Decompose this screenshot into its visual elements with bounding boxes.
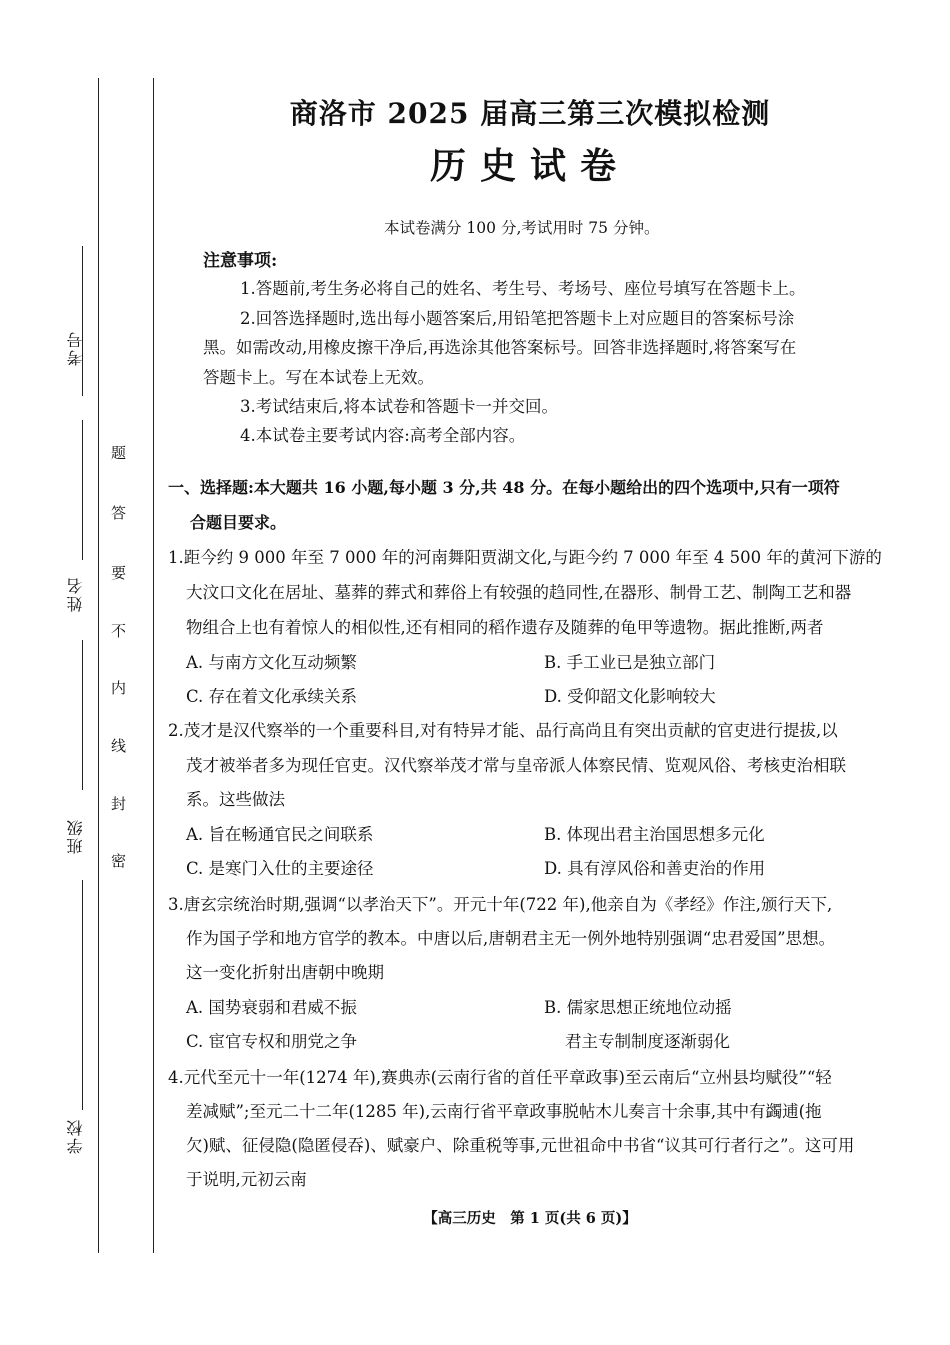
question-3-line: 这一变化折射出唐朝中晚期 [186, 963, 384, 982]
question-2-option-a: A. 旨在畅通官民之间联系 [186, 825, 374, 844]
seal-char: 封 [111, 795, 127, 813]
notice-line: 4.本试卷主要考试内容:高考全部内容。 [240, 426, 526, 445]
exam-number-line [82, 246, 84, 396]
notice-line: 1.答题前,考生务必将自己的姓名、考生号、考场号、座位号填写在答题卡上。 [240, 279, 806, 298]
question-1-option-b: B. 手工业已是独立部门 [544, 653, 716, 672]
binding-line-inner [153, 78, 154, 1253]
question-3-option-c: C. 宦官专权和朋党之争 [186, 1032, 358, 1051]
question-4-line: 差减赋”;至元二十二年(1285 年),云南行省平章政事脱帖木儿奏言十余事,其中有蠲逋(拖 [186, 1102, 822, 1121]
subject-title: 历史试卷 [429, 145, 630, 187]
seal-char: 内 [111, 679, 127, 697]
seal-char: 要 [111, 564, 127, 582]
seal-char: 密 [111, 852, 127, 870]
notice-heading: 注意事项: [203, 251, 278, 271]
question-3-line: 作为国子学和地方官学的教本。中唐以后,唐朝君主无一例外地特别强调“忠君爱国”思想。 [186, 929, 836, 948]
question-4-line: 欠)赋、征侵隐(隐匿侵吞)、赋豪户、除重税等事,元世祖命中书省“议其可行者行之”。这可用 [186, 1136, 855, 1155]
question-3-option-b: B. 儒家思想正统地位动摇 [544, 998, 732, 1017]
section-heading: 一、选择题:本大题共 16 小题,每小题 3 分,共 48 分。在每小题给出的四个选项中,只有一项符 [168, 478, 840, 497]
question-2-option-c: C. 是寒门入仕的主要途径 [186, 859, 374, 878]
seal-char: 线 [111, 737, 127, 755]
question-4-line: 于说明,元初云南 [186, 1170, 307, 1189]
school-label: 学校 [66, 1118, 85, 1154]
question-2-line: 2.茂才是汉代察举的一个重要科目,对有特异才能、品行高尚且有突出贡献的官吏进行提拔,以 [168, 721, 838, 740]
question-1-option-c: C. 存在着文化承续关系 [186, 687, 358, 706]
notice-line: 黑。如需改动,用橡皮擦干净后,再选涂其他答案标号。回答非选择题时,将答案写在 [203, 338, 797, 357]
question-2-option-b: B. 体现出君主治国思想多元化 [544, 825, 765, 844]
exam-title: 商洛市 2025 届高三第三次模拟检测 [289, 97, 771, 130]
question-3-option-d: 君主专制制度逐渐弱化 [565, 1032, 730, 1051]
class-line [82, 640, 84, 790]
question-2-line: 系。这些做法 [186, 790, 285, 809]
exam-info: 本试卷满分 100 分,考试用时 75 分钟。 [384, 219, 660, 237]
question-1-option-a: A. 与南方文化互动频繁 [186, 653, 357, 672]
seal-char: 题 [111, 444, 127, 462]
binding-line-outer [98, 78, 99, 1253]
exam-number-label: 考号 [66, 330, 85, 366]
question-3-line: 3.唐玄宗统治时期,强调“以孝治天下”。开元十年(722 年),他亲自为《孝经》作注,颁行天下, [168, 895, 833, 914]
section-heading-cont: 合题目要求。 [190, 513, 287, 532]
question-1-line: 物组合上也有着惊人的相似性,还有相同的稻作遗存及随葬的龟甲等遗物。据此推断,两者 [186, 618, 824, 637]
question-1-line: 大汶口文化在居址、墓葬的葬式和葬俗上有较强的趋同性,在器形、制骨工艺、制陶工艺和器 [186, 583, 852, 602]
seal-char: 不 [111, 622, 127, 640]
question-1-option-d: D. 受仰韶文化影响较大 [544, 687, 716, 706]
notice-line: 2.回答选择题时,选出每小题答案后,用铅笔把答题卡上对应题目的答案标号涂 [240, 309, 795, 328]
school-line [82, 880, 84, 1110]
question-2-option-d: D. 具有淳风俗和善吏治的作用 [544, 859, 766, 878]
seal-char: 答 [111, 504, 127, 522]
name-line [82, 420, 84, 560]
question-3-option-a: A. 国势衰弱和君威不振 [186, 998, 357, 1017]
question-4-line: 4.元代至元十一年(1274 年),赛典赤(云南行省的首任平章政事)至云南后“立州县均赋役”“轻 [168, 1068, 832, 1087]
name-label: 姓名 [66, 576, 85, 612]
page-footer: 【高三历史 第 1 页(共 6 页)】 [423, 1210, 637, 1227]
question-1-line: 1.距今约 9 000 年至 7 000 年的河南舞阳贾湖文化,与距今约 7 000 年至 4 500 年的黄河下游的 [168, 548, 882, 567]
notice-line: 答题卡上。写在本试卷上无效。 [203, 368, 434, 387]
notice-line: 3.考试结束后,将本试卷和答题卡一并交回。 [240, 397, 558, 416]
class-label: 班级 [66, 818, 85, 854]
question-2-line: 茂才被举者多为现任官吏。汉代察举茂才常与皇帝派人体察民情、览观风俗、考核吏治相联 [186, 756, 846, 775]
